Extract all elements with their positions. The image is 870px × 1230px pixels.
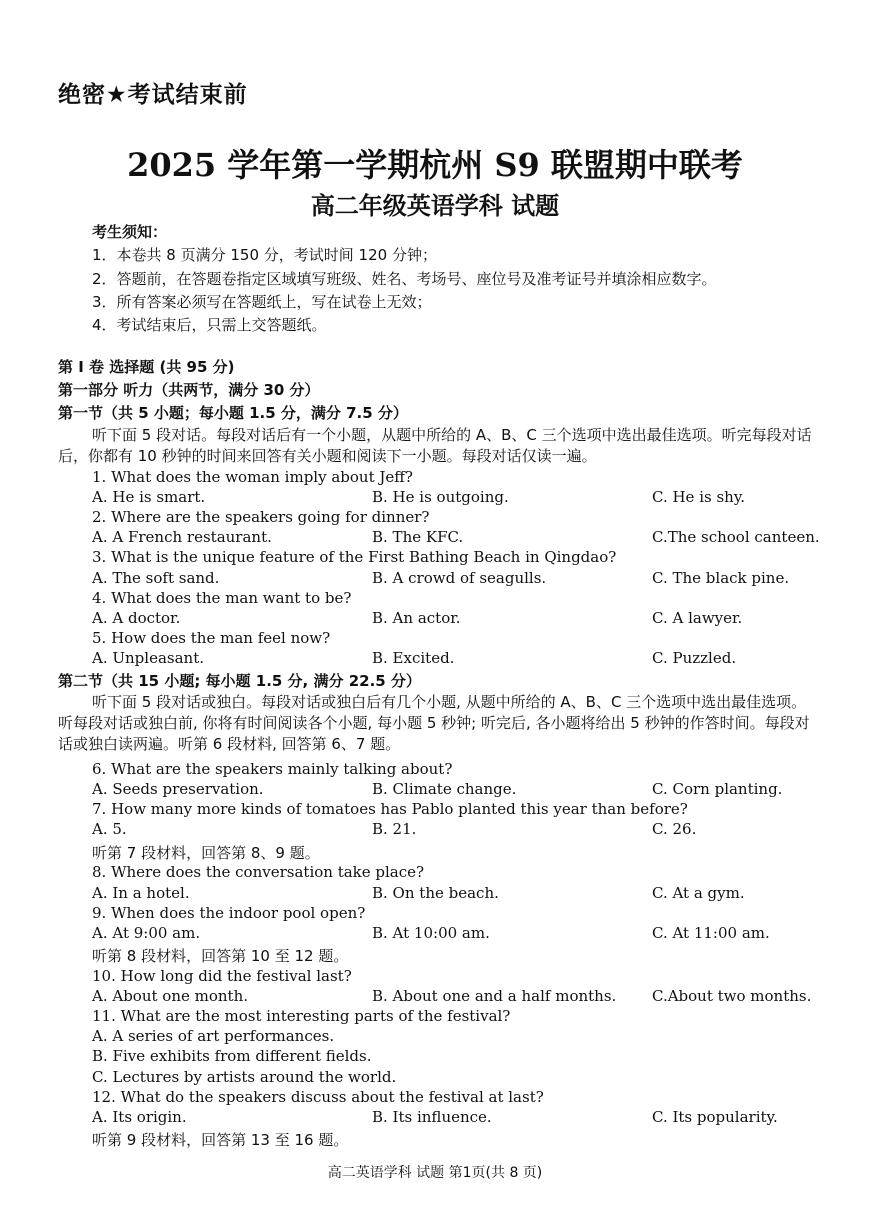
question-stem: 10. How long did the festival last? (92, 967, 352, 985)
question-stem: 9. When does the indoor pool open? (92, 904, 366, 922)
option-a: A. 5. (92, 820, 127, 838)
notice-item: 1．本卷共 8 页满分 150 分，考试时间 120 分钟； (92, 246, 437, 264)
question-stem: 5. How does the man feel now? (92, 629, 331, 647)
part1-heading: 第一部分 听力（共两节，满分 30 分） (58, 381, 320, 399)
option-b: B. Five exhibits from different fields. (92, 1047, 372, 1065)
notice-heading: 考生须知： (92, 223, 168, 241)
option-c: C. At 11:00 am. (652, 924, 770, 942)
option-c: C. The black pine. (652, 569, 790, 587)
question-stem: 8. Where does the conversation take place? (92, 863, 425, 881)
option-a: A. A series of art performances. (92, 1027, 335, 1045)
option-c: C. Corn planting. (652, 780, 783, 798)
option-a: A. Its origin. (92, 1108, 187, 1126)
option-c: C. Puzzled. (652, 649, 737, 667)
notice-item: 2．答题前，在答题卷指定区域填写班级、姓名、考场号、座位号及准考证号并填涂相应数字。 (92, 270, 717, 288)
question-stem: 12. What do the speakers discuss about the festival at last? (92, 1088, 544, 1106)
question-stem: 1. What does the woman imply about Jeff? (92, 468, 413, 486)
option-a: A. In a hotel. (92, 884, 190, 902)
option-b: B. 21. (372, 820, 417, 838)
exam-title: 2025 学年第一学期杭州 S9 联盟期中联考 (127, 146, 743, 184)
option-c: C. A lawyer. (652, 609, 743, 627)
option-b: B. Its influence. (372, 1108, 492, 1126)
section1-instructions: 听下面 5 段对话。每段对话后有一个小题，从题中所给的 A、B、C 三个选项中选出最佳选项。听完每段对话后，你都有 10 秒钟的时间来回答有关小题和阅读下一小题。每段对话仅读一遍。 (58, 426, 812, 465)
exam-subtitle: 高二年级英语学科 试题 (310, 192, 560, 220)
option-c: C. 26. (652, 820, 697, 838)
option-b: B. About one and a half months. (372, 987, 617, 1005)
option-a: A. A doctor. (92, 609, 181, 627)
section2-instructions: 听下面 5 段对话或独白。每段对话或独白后有几个小题, 从题中所给的 A、B、C 三个选项中选出最佳选项。听每段对话或独白前, 你将有时间阅读各个小题, 每小题 5 秒钟; 听完后, 各小题将给出 5 秒钟的作答时间。每段对话或独白读两遍。听第 6 段材料, 回答第 6、7 题。 (58, 693, 810, 753)
question-stem: 2. Where are the speakers going for dinner? (92, 508, 430, 526)
option-b: B. At 10:00 am. (372, 924, 490, 942)
option-a: A. About one month. (92, 987, 248, 1005)
volume-heading: 第 I 卷 选择题 (共 95 分) (58, 358, 235, 376)
option-b: B. The KFC. (372, 528, 464, 546)
option-c: C.The school canteen. (652, 528, 820, 546)
section2-heading: 第二节（共 15 小题; 每小题 1.5 分, 满分 22.5 分） (58, 672, 421, 690)
page-footer: 高二英语学科 试题 第1页(共 8 页) (327, 1165, 543, 1181)
option-a: A. The soft sand. (92, 569, 220, 587)
option-c: C. At a gym. (652, 884, 745, 902)
question-stem: 4. What does the man want to be? (92, 589, 352, 607)
option-b: B. Climate change. (372, 780, 517, 798)
option-c: C. Lectures by artists around the world. (92, 1068, 397, 1086)
option-b: B. An actor. (372, 609, 461, 627)
section1-heading: 第一节（共 5 小题；每小题 1.5 分，满分 7.5 分） (58, 404, 408, 422)
notice-item: 3．所有答案必须写在答题纸上，写在试卷上无效； (92, 293, 432, 311)
confidential-label: 绝密★考试结束前 (58, 82, 248, 108)
option-b: B. A crowd of seagulls. (372, 569, 547, 587)
option-b: B. On the beach. (372, 884, 499, 902)
listen-instruction: 听第 8 段材料，回答第 10 至 12 题。 (92, 947, 349, 965)
question-stem: 6. What are the speakers mainly talking about? (92, 760, 453, 778)
listen-instruction: 听第 9 段材料，回答第 13 至 16 题。 (92, 1131, 349, 1149)
listen-instruction: 听第 7 段材料，回答第 8、9 题。 (92, 844, 320, 862)
option-b: B. Excited. (372, 649, 455, 667)
option-c: C.About two months. (652, 987, 812, 1005)
question-stem: 11. What are the most interesting parts of the festival? (92, 1007, 511, 1025)
option-a: A. At 9:00 am. (92, 924, 201, 942)
option-a: A. Seeds preservation. (92, 780, 264, 798)
question-stem: 3. What is the unique feature of the First Bathing Beach in Qingdao? (92, 548, 617, 566)
option-a: A. He is smart. (92, 488, 206, 506)
option-c: C. He is shy. (652, 488, 746, 506)
question-stem: 7. How many more kinds of tomatoes has Pablo planted this year than before? (92, 800, 688, 818)
notice-item: 4．考试结束后，只需上交答题纸。 (92, 316, 327, 334)
option-c: C. Its popularity. (652, 1108, 778, 1126)
option-a: A. Unpleasant. (92, 649, 204, 667)
option-b: B. He is outgoing. (372, 488, 509, 506)
option-a: A. A French restaurant. (92, 528, 272, 546)
